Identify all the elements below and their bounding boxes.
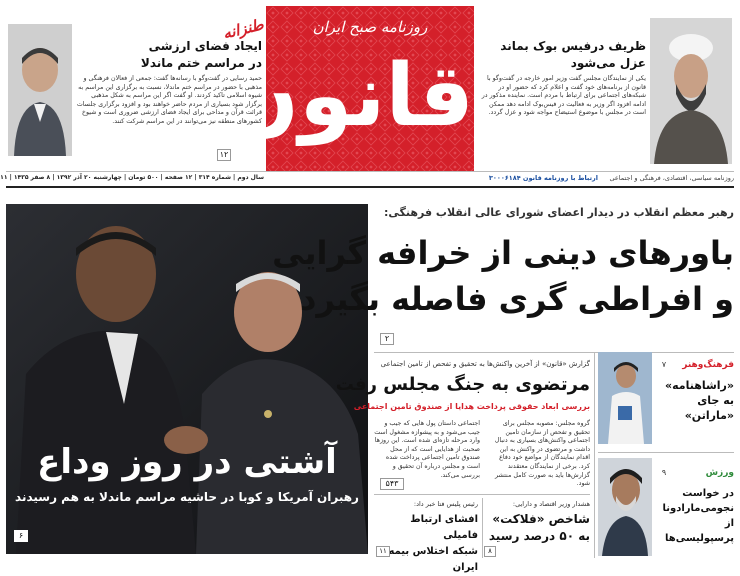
portrait-illustration-2 [650,18,732,164]
photo-caption-sub: رهبران آمریکا و کوبا در حاشیه مراسم ماندلا به هم رسیدند [15,490,359,504]
sport-label: ورزش [705,468,734,478]
culture-line1: «راشاهنامه» [665,379,734,392]
story-rasaei-page-ref: ۱۲ [217,149,231,161]
majlis-divider [374,494,590,495]
masthead-name: قانون [225,46,474,146]
lead-page-ref: ۲ [380,333,394,345]
portrait-illustration [8,24,72,156]
story-rasaei-body: حمید رسایی در گفت‌وگو با رسانه‌ها گفت: جمعی از فعالان فرهنگی و مذهبی با حضور در مراسم ختم ماندلا، نسبت به برگزاری این مراسم به شیوه اسلامی تاکید کردند. او گفت اگر این مراسم به شکل مذهبی برگزار شود بسیاری از مردم حاضر خواهند بود و افزود برگزاری جلسات قرائت قرآن و مداحی برای ایجاد فضای ارزشی ضروری است و شیوخ کشورهای منطقه نیز می‌توانند در این مراسم شرکت کنند. [76,75,262,125]
fata-page-ref: ۱۱ [376,546,390,557]
sms-line: ارتباط با روزنامه قانون ۳۰۰۰۶۱۸۴ [488,174,598,182]
story-zarif-title-line2: عزل می‌شود [570,56,646,70]
fata-kicker: رئیس پلیس فتا خبر داد: [413,500,478,508]
story-zarif-body: یکی از نمایندگان مجلس گفت وزیر امور خارجه در گفت‌وگو با قانون از برنامه‌های خود گفت و اعلام کرد که حضور او در شبکه‌های اجتماعی برای ارتباط با مردم است. نماینده مذکور در ادامه افزود اگر وزیر به فعالیت در فیس‌بوک ادامه دهد ممکن است در مجلس با موضوع استیضاح مواجه شود و عزل گردد. [481,75,646,117]
maradona-photo [598,458,652,556]
story-rasaei-title [76,38,262,72]
info-divider [6,186,734,188]
majlis-col-right: گروه مجلس: مصوبه مجلس برای تحقیق و تفحص از سازمان تامین اجتماعی واکنش‌های بسیاری به دنبال داشت و مرتضوی در واکنش به این اقدام نمایندگان از مواضع خود دفاع کرد. برخی از نمایندگان معتقدند گزارش‌ها باید به صورت کامل منتشر شود. [494,420,590,488]
satire-stamp: طنزانه [221,15,266,43]
photo-caption-title: آشتی در روز وداع [37,442,337,482]
culture-sport-divider [598,452,734,453]
rasaei-photo [8,24,72,156]
photo-page-ref: ۶ [14,530,28,542]
issue-line: سال دوم | شماره ۳۱۴ | ۱۲ صفحه | ۵۰۰ تومان | چهارشنبه ۲۰ آذر ۱۳۹۲ | ۸ صفر ۱۴۳۵ | ۱۱ [0,174,264,181]
right-column-divider [594,352,595,558]
economy-title [486,511,590,545]
story-rasaei-title-line2: در مراسم ختم ماندلا [140,56,262,70]
story-zarif-title [478,38,646,72]
lead-headline-line1: باورهای دینی از خرافه گرایی [272,234,734,272]
economy-title-line1: شاخص «فلاکت» [492,512,590,526]
runner-illustration [598,352,652,444]
maradona-illustration [598,458,652,556]
majlis-page-ref: ۵۴۳ [380,478,404,490]
culture-title [656,378,734,423]
culture-line2: به جای [697,394,734,407]
fata-title-line1: افشای ارتباط فامیلی [410,514,478,541]
fata-title-line2: شبکه اختلاس بیمه ایران [388,546,478,573]
masthead-tagline: روزنامه صبح ایران [312,18,428,36]
culture-line3: «ماراتن» [684,409,734,422]
bottom-col-divider [482,498,483,558]
majlis-kicker: گزارش «قانون» از آخرین واکنش‌ها به تحقیق و تفحص از تامین اجتماعی [380,360,590,368]
lead-divider [374,352,734,353]
lead-kicker: رهبر معظم انقلاب در دیدار اعضای شورای عالی انقلاب فرهنگی: [383,206,734,219]
runner-photo [598,352,652,444]
sport-page-ref: ۹ [661,468,667,477]
culture-label: فرهنگ‌وهنر [682,360,734,370]
story-rasaei-title-line1: ایجاد فضای ارزشی [148,39,262,53]
majlis-subhead: بررسی ابعاد حقوقی پرداخت هدایا از صندوق تامین اجتماعی [353,402,590,411]
economy-kicker: هشدار وزیر اقتصاد و دارایی: [512,500,590,508]
economy-page-ref: ۸ [484,546,496,557]
cleric-photo [650,18,732,164]
economy-title-line2: به ۵۰ درصد رسید [488,529,590,543]
sport-line1: در خواست [682,488,734,499]
majlis-col-left: اجتماعی داستان پول هایی که جیب و جیب می‌شود و به پیشوازه مشغول است وارد مرحله تازه‌ای شده است. این روزها صحبت از هدایایی است که از محل صندوق تامین اجتماعی پرداخت شده است و مجلس درباره آن تحقیق و بررسی می‌کند. [374,420,480,479]
fata-title [374,512,478,576]
subject-line: روزنامه سیاسی، اقتصادی، فرهنگی و اجتماعی [609,174,734,182]
culture-page-ref: ۷ [661,360,667,369]
lead-headline-line2: و افراطی گری فاصله بگیرد [300,280,734,318]
sport-line2: نجومی‌مارادونا [662,503,734,514]
masthead-divider [6,171,734,172]
sport-line3: از پرسپولیسی‌ها [665,518,734,544]
story-zarif-title-line1: ظریف درفیس بوک بماند [500,39,646,53]
majlis-headline: مرتضوی به جنگ مجلس رفت [335,374,590,395]
sport-title [656,486,734,546]
